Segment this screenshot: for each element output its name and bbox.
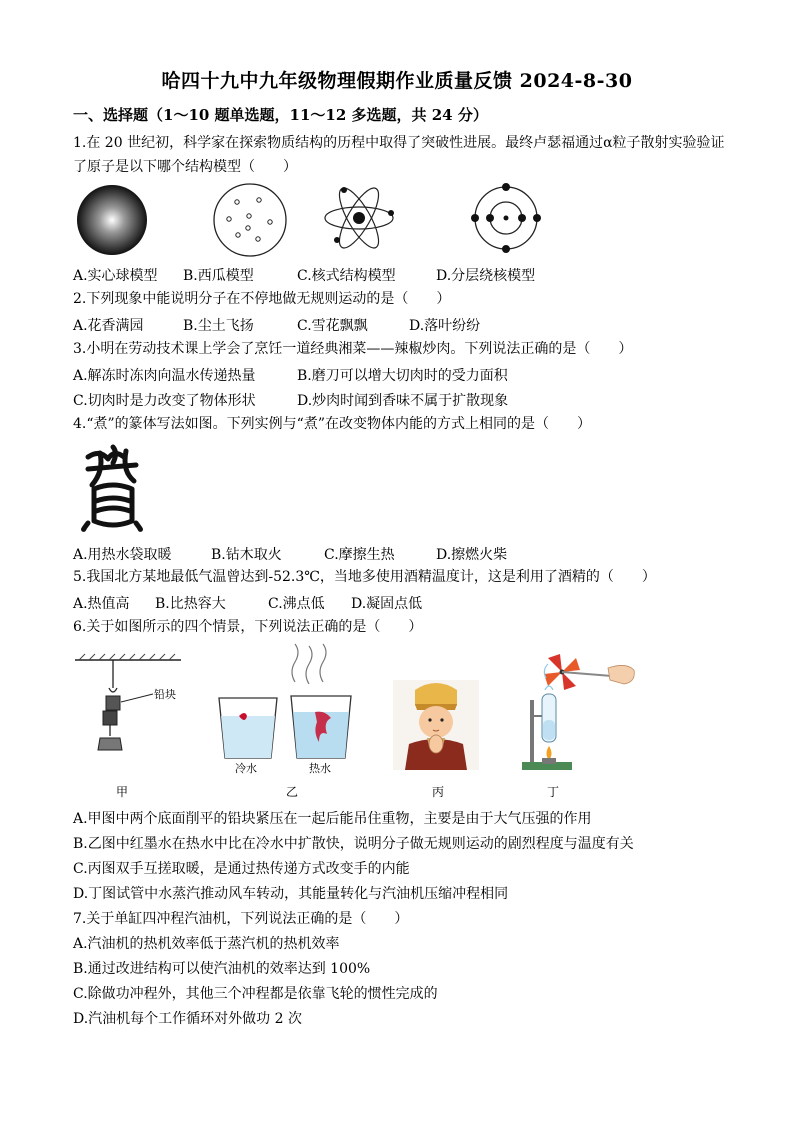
q4-stem: 4.“煮”的篆体写法如图。下列实例与“煮”在改变物体内能的方式上相同的是（ ） (73, 416, 591, 432)
q2-option-d[interactable]: D.落叶纷纷 (409, 318, 481, 334)
q7-option-d[interactable]: D.汽油机每个工作循环对外做功 2 次 (73, 1011, 302, 1027)
q3-stem: 3.小明在劳动技术课上学会了烹饪一道经典湘菜——辣椒炒肉。下列说法正确的是（ ） (73, 341, 633, 357)
atom-models-figure (73, 182, 553, 262)
shell-model-icon (471, 183, 541, 253)
q1-option-a[interactable]: A.实心球模型 (73, 268, 158, 284)
q7-stem: 7.关于单缸四冲程汽油机，下列说法正确的是（ ） (73, 911, 409, 927)
ink-diffusion-figure (215, 642, 355, 777)
figure-yi-caption: 乙 (286, 785, 299, 799)
cold-water-label: 冷水 (235, 762, 257, 775)
lead-blocks-figure (73, 650, 183, 770)
q7-option-b[interactable]: B.通过改进结构可以使汽油机的效率达到 100% (73, 961, 371, 977)
q5-option-a[interactable]: A.热值高 (73, 596, 130, 612)
q4-option-c[interactable]: C.摩擦生热 (324, 547, 395, 563)
q6-option-a[interactable]: A.甲图中两个底面削平的铅块紧压在一起后能吊住重物，主要是由于大气压强的作用 (73, 811, 592, 827)
q1-stem-line2: 了原子是以下哪个结构模型（ ） (73, 159, 297, 175)
q6-option-c[interactable]: C.丙图双手互搓取暖，是通过热传递方式改变手的内能 (73, 861, 410, 877)
q1-stem-line1: 1.在 20 世纪初，科学家在探索物质结构的历程中取得了突破性进展。最终卢瑟福通过α粒子散射实验验证 (73, 135, 725, 151)
q6-option-b[interactable]: B.乙图中红墨水在热水中比在冷水中扩散快，说明分子做无规则运动的剧烈程度与温度有关 (73, 836, 634, 852)
q3-option-c[interactable]: C.切肉时是力改变了物体形状 (73, 393, 256, 409)
nuclear-model-icon (325, 183, 394, 253)
q2-option-c[interactable]: C.雪花飘飘 (297, 318, 368, 334)
lead-block-label: 铅块 (154, 688, 176, 701)
steam-pinwheel-figure (516, 650, 642, 774)
q6-stem: 6.关于如图所示的四个情景，下列说法正确的是（ ） (73, 619, 423, 635)
q5-option-d[interactable]: D.凝固点低 (351, 596, 423, 612)
q2-option-a[interactable]: A.花香满园 (73, 318, 144, 334)
q4-option-d[interactable]: D.擦燃火柴 (436, 547, 508, 563)
q2-stem: 2.下列现象中能说明分子在不停地做无规则运动的是（ ） (73, 291, 451, 307)
q5-option-b[interactable]: B.比热容大 (155, 596, 226, 612)
page-title: 哈四十九中九年级物理假期作业质量反馈 2024-8-30 (161, 70, 633, 92)
q5-stem: 5.我国北方某地最低气温曾达到-52.3℃，当地多使用酒精温度计，这是利用了酒精的（ ） (73, 569, 656, 585)
hot-water-label: 热水 (309, 762, 331, 775)
figure-jia-caption: 甲 (116, 785, 129, 799)
q3-option-a[interactable]: A.解冻时冻肉向温水传递热量 (73, 368, 256, 384)
q4-option-a[interactable]: A.用热水袋取暖 (73, 547, 172, 563)
figure-bing-caption: 丙 (432, 785, 445, 799)
plum-pudding-model-icon (214, 184, 286, 256)
q6-option-d[interactable]: D.丁图试管中水蒸汽推动风车转动，其能量转化与汽油机压缩冲程相同 (73, 886, 509, 902)
q3-option-b[interactable]: B.磨刀可以增大切肉时的受力面积 (297, 368, 508, 384)
rubbing-hands-figure (393, 680, 479, 770)
q2-option-b[interactable]: B.尘土飞扬 (183, 318, 254, 334)
q7-option-a[interactable]: A.汽油机的热机效率低于蒸汽机的热机效率 (73, 936, 340, 952)
q1-option-d[interactable]: D.分层绕核模型 (436, 268, 536, 284)
figure-ding-caption: 丁 (547, 785, 560, 799)
q4-option-b[interactable]: B.钻木取火 (211, 547, 282, 563)
seal-script-zhu-icon (78, 443, 148, 533)
q7-option-c[interactable]: C.除做功冲程外，其他三个冲程都是依靠飞轮的惯性完成的 (73, 986, 438, 1002)
solid-sphere-model-icon (77, 185, 147, 255)
q1-option-c[interactable]: C.核式结构模型 (297, 268, 396, 284)
q1-option-b[interactable]: B.西瓜模型 (183, 268, 254, 284)
section-heading: 一、选择题（1～10 题单选题，11～12 多选题，共 24 分） (73, 106, 488, 124)
q3-option-d[interactable]: D.炒肉时闻到香味不属于扩散现象 (297, 393, 509, 409)
q5-option-c[interactable]: C.沸点低 (268, 596, 325, 612)
